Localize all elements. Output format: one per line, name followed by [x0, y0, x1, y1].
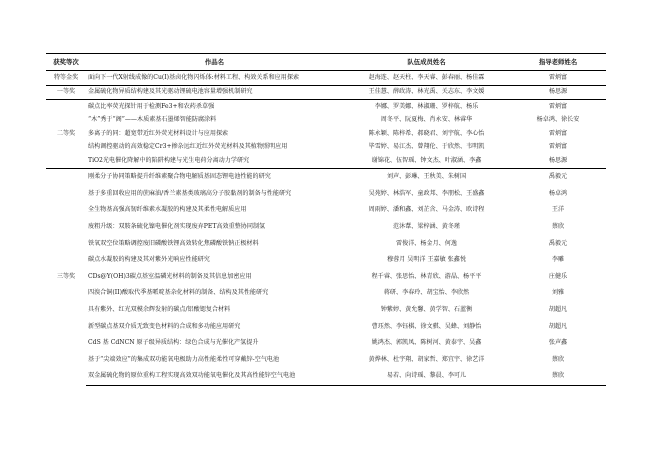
- table-row: [46, 302, 606, 319]
- advisor-cell: 杨卓鸿、徐长安: [536, 116, 580, 124]
- team-members-cell: 钟紫婷、黄允馨、黄学智、石蓝衡: [380, 305, 473, 313]
- advisor-cell: 蔡欣: [510, 368, 606, 385]
- table-row: [46, 202, 606, 219]
- work-title-cell: 结构调控驱动的高效稳定Cr3+掺杂远红近红外荧光材料及其植物照明应用: [88, 143, 288, 151]
- advisor-cell: 雷炳富: [548, 129, 568, 137]
- table-row: [46, 285, 606, 302]
- team-members-cell: 易若、向诗瑶、黎晨、李可儿: [343, 368, 510, 385]
- work-title-cell: 碳点水凝胶的构建及其对紫外光响应性能研究: [88, 256, 210, 264]
- work-title-cell: 具有紫外、红光双模余辉发射的碳点/铝酸锶复合材料: [88, 305, 231, 313]
- table-row: [46, 186, 606, 203]
- team-members-cell: 王佳慧、薛政涛、林光禹、关志东、李文媛: [343, 85, 510, 100]
- team-members-cell: 黄烨林、杜宇翔、胡家哲、郑宜宇、徐艺洋: [368, 355, 485, 363]
- header-work-title: 作品名: [204, 57, 225, 66]
- table-row: [46, 269, 606, 286]
- award-level-cell: 二等奖: [46, 100, 86, 169]
- table-row: [46, 169, 606, 186]
- work-title-cell: “木”秀于“阁”——木质素基石墨烯智能防腐涂料: [88, 116, 217, 124]
- work-title-cell: 面向下一代X射线成像的Cu(I)基卤化物闪烁体:材料工程、构效关系和应用探索: [86, 71, 343, 86]
- award-level-cell: 一等奖: [46, 85, 86, 100]
- work-title-cell: 全生物基高强高韧纤维素水凝胶的构建及其柔性电解质应用: [88, 206, 247, 214]
- team-members-cell: 陈永颖、陈梓希、郝晓君、刘宇航、李心怡: [368, 129, 485, 137]
- work-title-cell: 废粗升级：双胺条硫化镍电催化剂实现废弃PET高效重整协同制氢: [88, 222, 266, 230]
- team-members-cell: 范沐葦、梁梓涵、黄冬瑾: [392, 222, 461, 230]
- header-award-level: 获奖等次: [53, 57, 79, 66]
- table-row: [46, 141, 606, 155]
- advisor-cell: 杨思源: [510, 85, 606, 100]
- award-level-cell: 特等金奖: [46, 71, 86, 86]
- advisor-cell: 胡超凡: [548, 305, 568, 313]
- team-members-cell: 刘声、彭琳、王秋美、朱树国: [343, 169, 510, 186]
- work-title-cell: 新型碳点基双介质无致变色材料的合成和多功能应用研究: [88, 322, 241, 330]
- work-title-cell: CdS 基 CdNCN 原子级异质结构：绿色合成与光催化产氢提升: [88, 339, 259, 347]
- team-members-cell: 姚鸿杰、郭凯凤、陈树河、黄泰宇、吴鑫: [371, 339, 482, 347]
- table-row: [46, 71, 606, 86]
- team-members-cell: 雷俊洋、杨金月、何逸: [396, 239, 457, 247]
- table-header-row: [46, 54, 606, 71]
- table-row: [46, 368, 606, 385]
- work-title-cell: 基于多重回收应用的蔗麻油/香兰素基类玻璃高分子胶黏剂的制备与性能研究: [88, 189, 292, 197]
- table-row: [46, 236, 606, 253]
- team-members-cell: 吴苑婷、林浩军、童政邦、李朋松、王盛鑫: [368, 189, 485, 197]
- table-row: [46, 127, 606, 141]
- advisor-cell: 王洋: [551, 206, 565, 214]
- team-members-cell: 李娜、罗美娜、林淑珊、罗梓航、杨乐: [343, 100, 510, 114]
- work-title-cell: 刚柔分子协同策略提升纤维素聚合物电解质基固态锂电池性能的研究: [86, 169, 343, 186]
- team-members-cell: 毕雪婷、易江杰、曾翔伦、于欣然、韦明凯: [368, 143, 485, 151]
- table-row: [46, 85, 606, 100]
- team-members-cell: 赵海连、赵天柱、李天睿、彭春丽、杨佳霖: [343, 71, 510, 86]
- header-advisor: 指导老师姓名: [538, 57, 578, 66]
- table-row: [46, 335, 606, 352]
- team-members-cell: 穆蓉月 吴明洋 王嘉敏 张鑫悦: [387, 256, 466, 264]
- team-members-cell: 曹珏然、李钰棋、徐文骐、吴蜂、刘静怡: [371, 322, 482, 330]
- team-members-cell: 谢锦花、伍智瑶、钟文杰、叶淑涵、李鑫: [371, 157, 482, 165]
- table-row: [46, 252, 606, 269]
- team-members-cell: 程千睿、张思怡、林青欣、游晶、杨平平: [371, 272, 482, 280]
- table-row: [46, 155, 606, 169]
- team-members-cell: 周冬平、阮夏梅、肖永安、林睿华: [380, 116, 473, 124]
- advisor-cell: 禹毅元: [548, 239, 568, 247]
- work-title-cell: 双金属硫化物的原位重构工程实现高效双功能氧电催化及其高性能锌空气电池: [86, 368, 343, 385]
- team-members-cell: 周雨婷、潘和鑫、刘芷含、马金涛、欧诗程: [368, 206, 485, 214]
- work-title-cell: 多离子的同：超宽带近红外荧光材料设计与应用探索: [88, 129, 229, 137]
- advisor-cell: 禹毅元: [510, 169, 606, 186]
- advisor-cell: 庄健乐: [548, 272, 568, 280]
- advisor-cell: 雷炳富: [510, 71, 606, 86]
- advisor-cell: 刘雅: [551, 289, 565, 297]
- table-row: [46, 219, 606, 236]
- team-members-cell: 蒋研、李春玲、胡宝怡、李欣然: [383, 289, 470, 297]
- table-row: [46, 352, 606, 369]
- work-title-cell: 四溴合铜(II)酸取代季基哌啶基杂化材料的制备、结构及其性能研究: [88, 289, 269, 297]
- advisor-cell: 张声鑫: [548, 339, 568, 347]
- work-title-cell: 铁氧双空位策略调控废旧磷酸铁锂高效转化焦磷酸铁钠正极材料: [88, 239, 259, 247]
- table-row: [46, 114, 606, 128]
- header-team-members: 队伍成员姓名: [407, 57, 446, 66]
- advisor-cell: 雷炳富: [510, 100, 606, 114]
- table-row: [46, 319, 606, 336]
- table-row: [46, 100, 606, 114]
- advisor-cell: 雷炳富: [548, 143, 568, 151]
- work-title-cell: 金属硫化物异质结构建及其光驱动锂硫电池容量增强机制研究: [86, 85, 343, 100]
- award-level-cell: 三等奖: [46, 169, 86, 386]
- work-title-cell: CDs@Y(OH)3碳点基室温磷光材料的制备及其信息加密应用: [88, 272, 252, 280]
- advisor-cell: 蔡欣: [551, 222, 565, 230]
- work-title-cell: TiO2光电催化降解中的陷阱构建与光生电荷分离动力学研究: [88, 157, 250, 165]
- work-title-cell: 基于“尖端效应”的集成双功能氧电极助力高性能柔性可穿戴锌-空气电池: [88, 355, 280, 363]
- advisor-cell: 李雕: [551, 256, 565, 264]
- awards-table: [46, 53, 606, 386]
- work-title-cell: 碳点比率荧光探针用于检测Fe3+和农药杀草强: [86, 100, 343, 114]
- advisor-cell: 杨思源: [548, 157, 568, 165]
- advisor-cell: 杨卓鸿: [548, 189, 568, 197]
- advisor-cell: 蔡欣: [551, 355, 565, 363]
- advisor-cell: 胡超凡: [548, 322, 568, 330]
